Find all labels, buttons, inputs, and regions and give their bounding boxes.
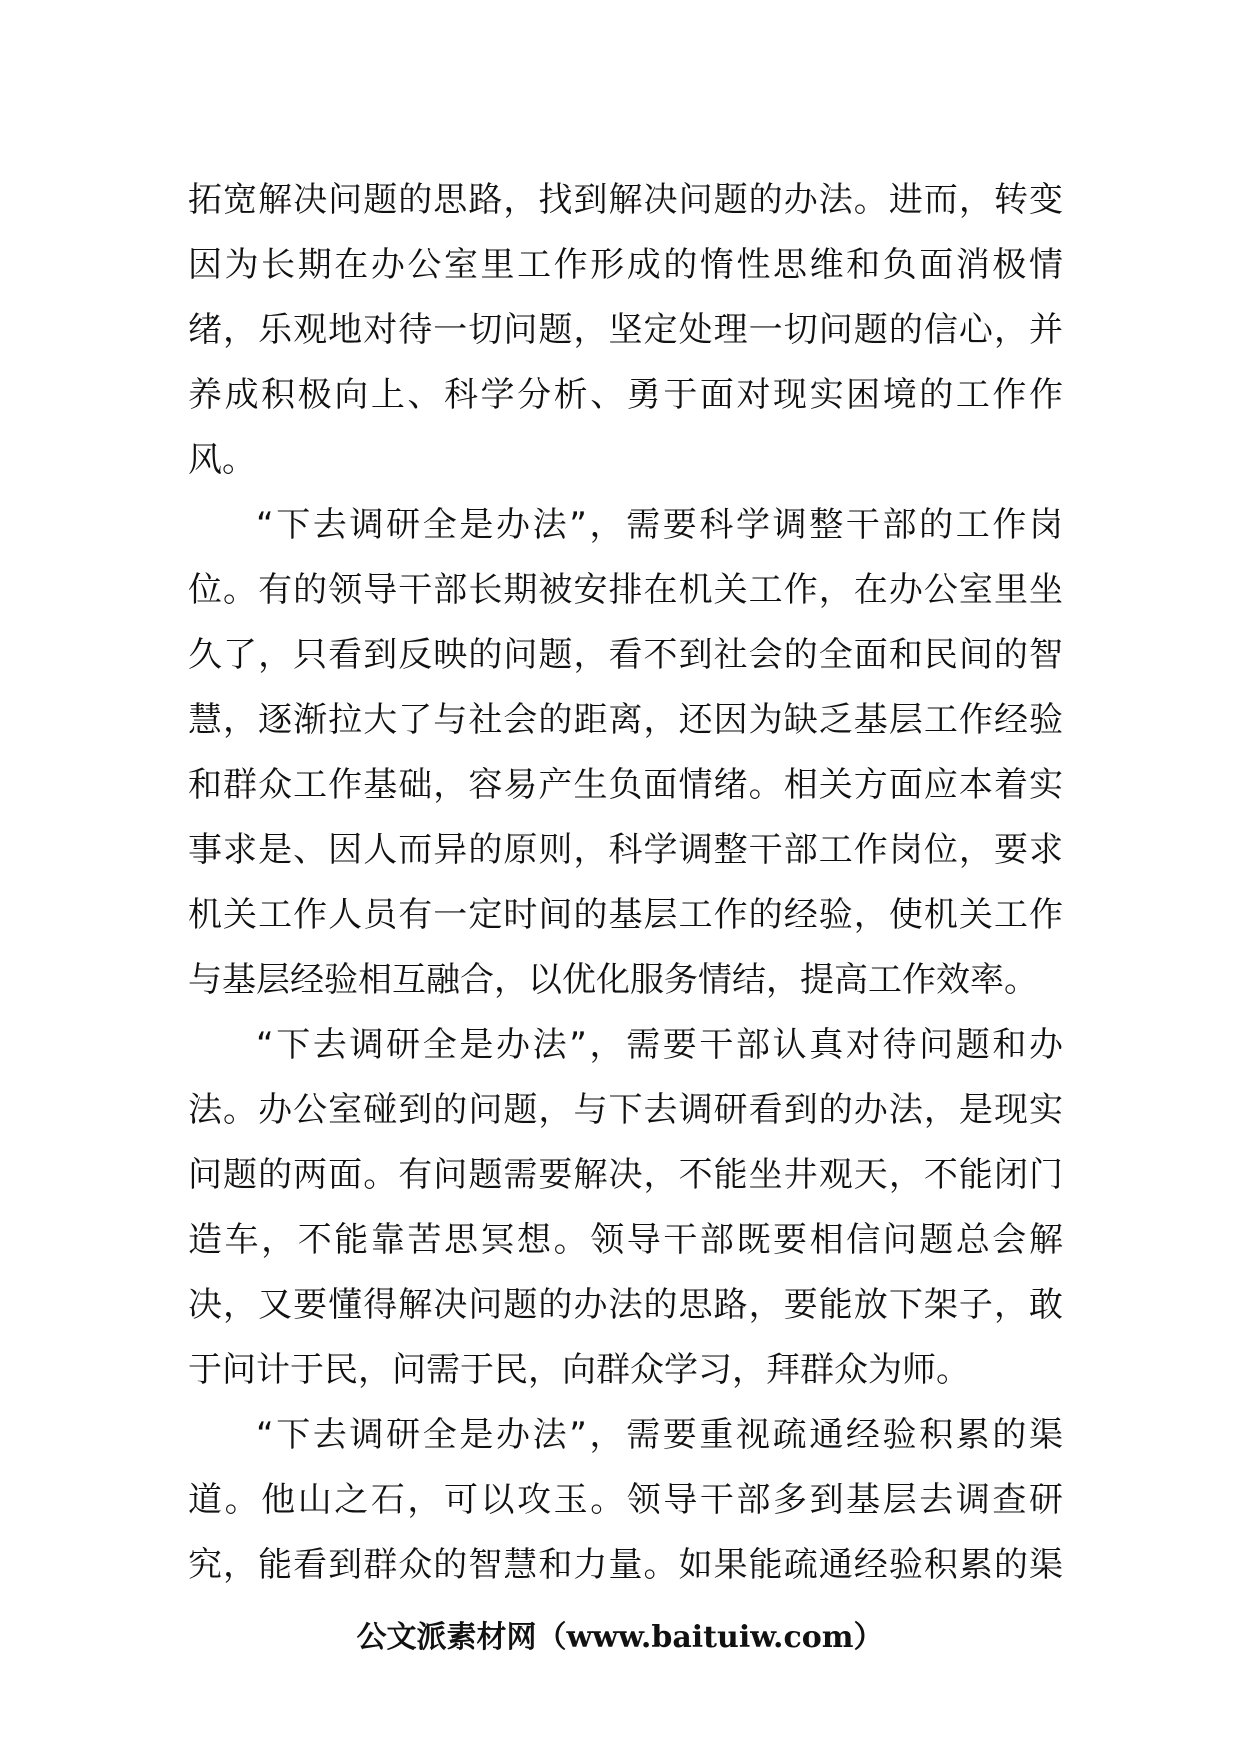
- paragraph-line: 事求是、因人而异的原则，科学调整干部工作岗位，要求: [188, 830, 1063, 870]
- paragraph-line: 法。办公室碰到的问题，与下去调研看到的办法，是现实: [188, 1090, 1063, 1130]
- paragraph-line: 因为长期在办公室里工作形成的惰性思维和负面消极情: [188, 245, 1063, 285]
- paragraph-line: 造车，不能靠苦思冥想。领导干部既要相信问题总会解: [188, 1220, 1063, 1260]
- footer-watermark: 公文派素材网（www.baituiw.com）: [356, 1620, 884, 1655]
- paragraph-line: “下去调研全是办法”，需要科学调整干部的工作岗: [256, 505, 1063, 545]
- paragraph-line: 和群众工作基础，容易产生负面情绪。相关方面应本着实: [188, 765, 1063, 805]
- paragraph-line: 究，能看到群众的智慧和力量。如果能疏通经验积累的渠: [188, 1545, 1063, 1585]
- paragraph-line: 道。他山之石，可以攻玉。领导干部多到基层去调查研: [188, 1480, 1063, 1520]
- paragraph-line: 养成积极向上、科学分析、勇于面对现实困境的工作作: [188, 375, 1063, 415]
- paragraph-line: 机关工作人员有一定时间的基层工作的经验，使机关工作: [188, 895, 1063, 935]
- paragraph-line: 绪，乐观地对待一切问题，坚定处理一切问题的信心，并: [188, 310, 1063, 350]
- paragraph-line: 风。: [188, 440, 256, 480]
- paragraph-line: 与基层经验相互融合，以优化服务情结，提高工作效率。: [188, 960, 1038, 1000]
- paragraph-line: “下去调研全是办法”，需要重视疏通经验积累的渠: [256, 1415, 1063, 1455]
- paragraph-line: 决，又要懂得解决问题的办法的思路，要能放下架子，敢: [188, 1285, 1063, 1325]
- paragraph-line: 问题的两面。有问题需要解决，不能坐井观天，不能闭门: [188, 1155, 1063, 1195]
- paragraph-line: 久了，只看到反映的问题，看不到社会的全面和民间的智: [188, 635, 1063, 675]
- paragraph-line: 慧，逐渐拉大了与社会的距离，还因为缺乏基层工作经验: [188, 700, 1063, 740]
- paragraph-line: 于问计于民，问需于民，向群众学习，拜群众为师。: [188, 1350, 970, 1390]
- document-body: [188, 168, 1063, 1598]
- paragraph-line: 位。有的领导干部长期被安排在机关工作，在办公室里坐: [188, 570, 1063, 610]
- paragraph-line: 拓宽解决问题的思路，找到解决问题的办法。进而，转变: [188, 180, 1063, 220]
- paragraph-line: “下去调研全是办法”，需要干部认真对待问题和办: [256, 1025, 1063, 1065]
